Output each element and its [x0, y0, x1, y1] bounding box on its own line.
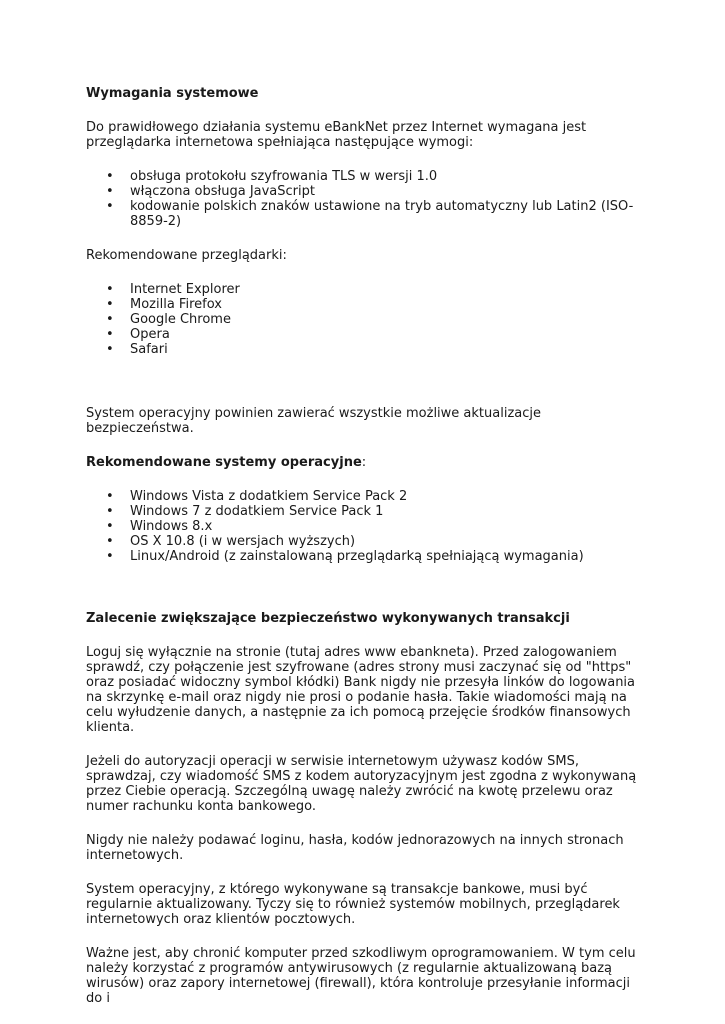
section-heading-security-recommendation: Zalecenie zwiększające bezpieczeństwo wykonywanych transakcji — [86, 611, 570, 626]
paragraph: Jeżeli do autoryzacji operacji w serwisie internetowym używasz kodów SMS, sprawdzaj, czy wiadomość SMS z kodem autoryzacyjnym jest zgodna z wykonywaną przez Ciebie operacją. Szczególną uwagę należy zwrócić na kwotę przelewu oraz numer rachunku konta bankowego. — [86, 754, 637, 814]
os-list — [86, 489, 646, 564]
browsers-label: Rekomendowane przeglądarki: — [86, 248, 287, 263]
list-item: • Mozilla Firefox — [130, 297, 646, 312]
list-item: • Internet Explorer — [130, 282, 646, 297]
list-item: • obsługa protokołu szyfrowania TLS w wersji 1.0 — [130, 169, 646, 184]
list-item: • kodowanie polskich znaków ustawione na tryb automatyczny lub Latin2 (ISO-8859-2) — [130, 199, 646, 229]
list-item: • Windows Vista z dodatkiem Service Pack 2 — [130, 489, 646, 504]
list-item: • Safari — [130, 342, 646, 357]
paragraph: Nigdy nie należy podawać loginu, hasła, kodów jednorazowych na innych stronach internetowych. — [86, 833, 624, 863]
paragraph: Ważne jest, aby chronić komputer przed szkodliwym oprogramowaniem. W tym celu należy korzystać z programów antywirusowych (z regularnie aktualizowaną bazą wirusów) oraz zapory internetowej (firewall), która kontroluje przesyłanie informacji do i — [86, 946, 636, 1006]
browsers-list — [86, 282, 646, 357]
requirements-intro: Do prawidłowego działania systemu eBankNet przez Internet wymagana jest przeglądarka internetowa spełniająca następujące wymogi: — [86, 120, 587, 150]
document-page — [86, 86, 646, 1006]
list-item: • włączona obsługa JavaScript — [130, 184, 646, 199]
list-item: • Opera — [130, 327, 646, 342]
list-item: • Windows 8.x — [130, 519, 646, 534]
list-item: • Linux/Android (z zainstalowaną przeglądarką spełniającą wymagania) — [130, 549, 646, 564]
os-label-bold: Rekomendowane systemy operacyjne — [86, 455, 362, 470]
list-item: • OS X 10.8 (i w wersjach wyższych) — [130, 534, 646, 549]
os-label — [86, 455, 646, 470]
os-update-note: System operacyjny powinien zawierać wszystkie możliwe aktualizacje bezpieczeństwa. — [86, 406, 541, 436]
requirements-list — [86, 169, 646, 229]
list-item: • Windows 7 z dodatkiem Service Pack 1 — [130, 504, 646, 519]
paragraph: System operacyjny, z którego wykonywane są transakcje bankowe, musi być regularnie aktualizowany. Tyczy się to również systemów mobilnych, przeglądarek internetowych oraz klientów pocztowych. — [86, 882, 620, 927]
section-heading-system-requirements: Wymagania systemowe — [86, 86, 259, 101]
paragraph: Loguj się wyłącznie na stronie (tutaj adres www ebankneta). Przed zalogowaniem sprawdź, czy połączenie jest szyfrowane (adres strony musi zaczynać się od "https" oraz posiadać widoczny symbol kłódki) Bank nigdy nie przesyła linków do logowania na skrzynkę e-mail oraz nigdy nie prosi o podanie hasła. Takie wiadomości mają na celu wyłudzenie danych, a następnie za ich pomocą przejęcie środków finansowych klienta. — [86, 645, 636, 735]
list-item: • Google Chrome — [130, 312, 646, 327]
os-label-suffix: : — [361, 455, 367, 470]
